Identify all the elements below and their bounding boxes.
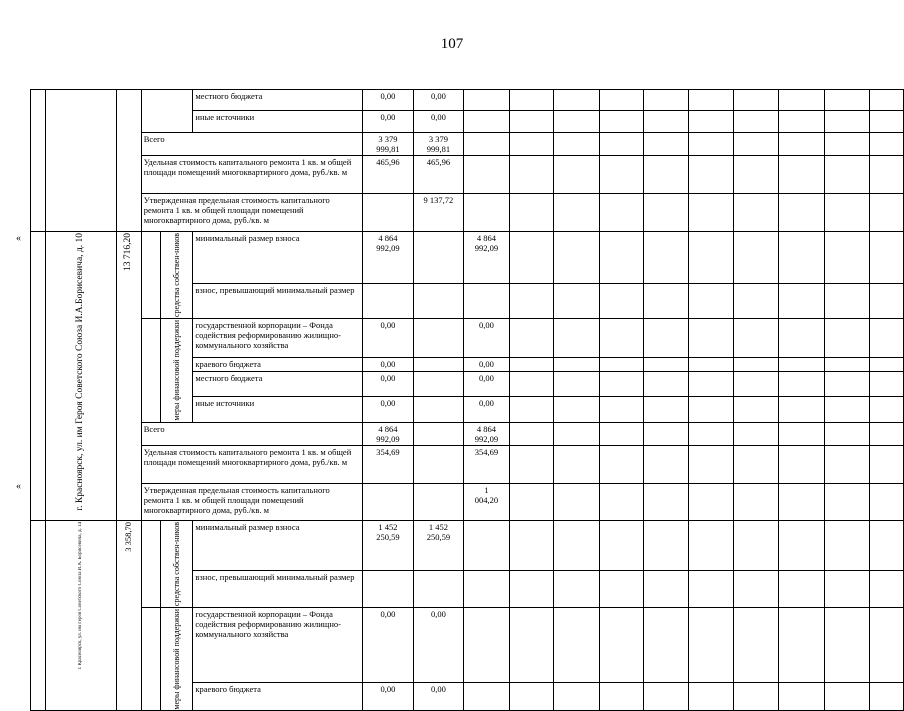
cell-value: 0,00 [363,319,414,358]
table-cell [553,483,599,520]
table-cell [553,571,599,607]
table-cell [31,90,46,232]
cell-value: 0,00 [464,397,510,422]
financing-table [30,89,904,711]
table-cell [509,133,553,156]
table-cell [553,422,599,445]
table-cell [464,111,510,133]
row-label: взнос, превышающий минимальный размер [193,283,363,318]
table-cell [689,357,734,371]
table-cell [869,445,903,483]
quote-mark: « [16,481,21,492]
table-cell [116,232,141,521]
cell-value: 0,00 [413,111,464,133]
table-cell [869,422,903,445]
cell-value: 1 452 250,59 [413,520,464,571]
table-row [31,445,904,483]
table-cell [734,683,779,711]
table-cell [869,156,903,194]
table-cell [509,283,553,318]
cell-value: 465,96 [413,156,464,194]
cell-value: 0,00 [363,397,414,422]
quote-mark: « [16,233,21,244]
table-cell [869,520,903,571]
table-cell [509,357,553,371]
cell-value [363,283,414,318]
table-cell [644,194,689,232]
table-cell [644,445,689,483]
table-cell [779,319,825,358]
table-cell [734,571,779,607]
table-cell [734,357,779,371]
table-cell [779,683,825,711]
cell-value: 4 864 992,09 [363,422,414,445]
table-cell [45,90,116,232]
table-cell [599,607,643,683]
table-cell [161,232,193,319]
table-cell [464,607,510,683]
table-cell [869,371,903,396]
table-cell [869,683,903,711]
table-cell [509,232,553,284]
table-cell [599,232,643,284]
row-label: иные источники [193,111,363,133]
table-cell [734,232,779,284]
table-cell [869,90,903,111]
cell-value: 3 379 999,81 [413,133,464,156]
table-cell [734,607,779,683]
cell-value: 0,00 [363,90,414,111]
row-label: местного бюджета [193,90,363,111]
table-cell [553,397,599,422]
cell-value: 354,69 [464,445,510,483]
table-cell [509,397,553,422]
table-cell [825,520,869,571]
cell-value: 0,00 [413,607,464,683]
table-cell [599,571,643,607]
table-cell [599,133,643,156]
cell-value: 0,00 [363,683,414,711]
table-row [31,156,904,194]
table-cell [779,571,825,607]
table-cell [644,371,689,396]
table-cell [644,520,689,571]
table-cell [509,445,553,483]
cell-value: 354,69 [363,445,414,483]
table-cell [509,90,553,111]
table-cell [509,371,553,396]
table-cell [779,156,825,194]
table-cell [779,483,825,520]
table-cell [464,133,510,156]
table-cell [644,319,689,358]
table-cell [509,483,553,520]
table-cell [553,371,599,396]
table-cell [509,194,553,232]
table-cell [464,90,510,111]
table-cell [644,156,689,194]
table-cell [734,445,779,483]
group-financial-support: меры финансовой поддержки [172,608,182,710]
cell-value: 0,00 [363,371,414,396]
table-cell [689,232,734,284]
table-cell [689,607,734,683]
table-cell [644,397,689,422]
table-cell [553,90,599,111]
table-cell [553,232,599,284]
table-cell [869,283,903,318]
table-cell [689,445,734,483]
row-label: краевого бюджета [193,357,363,371]
table-cell [779,283,825,318]
table-cell [161,520,193,607]
cell-value: 4 864 992,09 [363,232,414,284]
table-cell [553,683,599,711]
table-row [31,319,904,358]
table-cell [413,397,464,422]
table-cell [644,90,689,111]
table-cell [413,483,464,520]
table-cell [141,607,161,711]
table-cell [825,194,869,232]
building-address: г. Красноярск, ул. им Героя Советского Союза И.А.Борисевича, д. 10 [75,233,86,511]
table-cell [779,422,825,445]
table-cell [464,683,510,711]
group-owner-funds: средства собствен-ников [172,521,182,606]
table-cell [644,357,689,371]
row-label: Удельная стоимость капитального ремонта 1 кв. м общей площади помещений многоквартирного дома, руб./кв. м [141,156,362,194]
table-cell [413,371,464,396]
table-cell [825,371,869,396]
table-cell [644,422,689,445]
table-row [31,607,904,683]
cell-value: 1 004,20 [464,483,510,520]
table-cell [869,571,903,607]
table-cell [413,232,464,284]
row-label: Утвержденная предельная стоимость капитального ремонта 1 кв. м общей площади помещений многоквартирного дома, руб./кв. м [141,194,362,232]
table-cell [509,156,553,194]
table-cell [116,90,141,232]
table-cell [825,357,869,371]
table-cell [413,357,464,371]
building-area: 3 358,70 [123,521,134,552]
table-cell [734,397,779,422]
table-cell [644,133,689,156]
row-label: иные источники [193,397,363,422]
table-cell [553,156,599,194]
table-cell [464,571,510,607]
table-row [31,133,904,156]
table-cell [413,422,464,445]
table-cell [825,571,869,607]
page-number: 107 [440,36,464,52]
table-cell [599,445,643,483]
table-cell [734,422,779,445]
table-cell [689,520,734,571]
table-cell [413,283,464,318]
table-cell [599,156,643,194]
table-cell [509,319,553,358]
row-label: Всего [141,422,362,445]
table-cell [599,283,643,318]
table-cell [779,90,825,111]
table-cell [734,483,779,520]
table-cell [734,371,779,396]
table-cell [141,90,193,133]
group-owner-funds: средства собствен-ников [172,233,182,318]
table-cell [779,357,825,371]
table-cell [779,232,825,284]
table-cell [141,232,161,319]
table-cell [869,111,903,133]
table-cell [779,371,825,396]
table-cell [825,232,869,284]
table-cell [553,607,599,683]
table-cell [734,283,779,318]
cell-value [413,571,464,607]
table-cell [869,357,903,371]
table-cell [825,133,869,156]
table-row [31,483,904,520]
table-cell [734,111,779,133]
table-cell [509,571,553,607]
cell-value: 4 864 992,09 [464,422,510,445]
table-cell [599,371,643,396]
row-label: краевого бюджета [193,683,363,711]
table-cell [509,520,553,571]
cell-value: 9 137,72 [413,194,464,232]
table-cell [509,607,553,683]
table-cell [161,319,193,423]
table-cell [689,133,734,156]
table-cell [734,194,779,232]
cell-value [464,283,510,318]
cell-value [363,571,414,607]
table-cell [869,133,903,156]
table-cell [825,319,869,358]
cell-value: 0,00 [363,111,414,133]
table-cell [689,397,734,422]
table-cell [689,111,734,133]
cell-value: 3 379 999,81 [363,133,414,156]
table-row [31,422,904,445]
table-cell [825,445,869,483]
table-cell [599,357,643,371]
table-cell [599,90,643,111]
table-cell [779,133,825,156]
table-cell [734,133,779,156]
table-cell [779,111,825,133]
cell-value: 0,00 [464,357,510,371]
table-cell [553,520,599,571]
row-label: минимальный размер взноса [193,520,363,571]
table-cell [869,319,903,358]
table-cell [734,319,779,358]
table-cell [689,194,734,232]
table-cell [553,283,599,318]
row-label: государственной корпорации – Фонда содействия реформированию жилищно-коммунального хозяйства [193,607,363,683]
table-cell [509,422,553,445]
table-cell [869,194,903,232]
building-address: г. Красноярск, ул. им Героя Советского Союза И.А. Борисевича, д. 14 [77,521,83,670]
table-cell [413,319,464,358]
table-cell [869,607,903,683]
table-cell [689,283,734,318]
table-row [31,90,904,111]
table-cell [689,371,734,396]
cell-value: 4 864 992,09 [464,232,510,284]
table-cell [553,319,599,358]
table-cell [599,194,643,232]
cell-value: 1 452 250,59 [363,520,414,571]
table-cell [599,111,643,133]
table-cell [464,156,510,194]
table-cell [599,683,643,711]
table-cell [825,111,869,133]
table-cell [464,194,510,232]
table-cell [779,397,825,422]
table-cell [644,683,689,711]
group-financial-support: меры финансовой поддержки [172,320,182,421]
table-cell [141,319,161,423]
cell-value [363,483,414,520]
table-cell [644,111,689,133]
table-cell [644,607,689,683]
table-cell [734,520,779,571]
row-label: государственной корпорации – Фонда содействия реформированию жилищно-коммунального хозяйства [193,319,363,358]
table-cell [825,683,869,711]
cell-value: 0,00 [363,607,414,683]
table-cell [45,520,116,711]
table-cell [825,156,869,194]
row-label: местного бюджета [193,371,363,396]
table-cell [825,607,869,683]
table-cell [734,156,779,194]
cell-value: 0,00 [464,371,510,396]
table-cell [31,520,46,711]
table-cell [825,422,869,445]
table-cell [825,90,869,111]
row-label: взнос, превышающий минимальный размер [193,571,363,607]
table-cell [689,156,734,194]
table-cell [689,319,734,358]
table-row [31,232,904,284]
table-cell [689,90,734,111]
table-row [31,520,904,571]
table-cell [553,357,599,371]
table-cell [779,445,825,483]
cell-value: 0,00 [363,357,414,371]
table-cell [779,520,825,571]
table-cell [825,483,869,520]
row-label: минимальный размер взноса [193,232,363,284]
table-cell [644,232,689,284]
table-cell [644,283,689,318]
table-cell [31,232,46,521]
table-cell [689,571,734,607]
table-cell [779,607,825,683]
row-label: Всего [141,133,362,156]
table-cell [464,520,510,571]
table-cell [599,483,643,520]
table-cell [413,445,464,483]
table-cell [689,683,734,711]
row-label: Утвержденная предельная стоимость капитального ремонта 1 кв. м общей площади помещений многоквартирного дома, руб./кв. м [141,483,362,520]
table-cell [553,111,599,133]
table-cell [599,520,643,571]
table-cell [869,397,903,422]
table-cell [869,232,903,284]
table-cell [141,520,161,607]
cell-value [363,194,414,232]
table-cell [689,422,734,445]
table-row [31,194,904,232]
table-cell [644,571,689,607]
row-label: Удельная стоимость капитального ремонта 1 кв. м общей площади помещений многоквартирного дома, руб./кв. м [141,445,362,483]
table-cell [599,397,643,422]
table-cell [116,520,141,711]
cell-value: 0,00 [464,319,510,358]
cell-value: 0,00 [413,90,464,111]
table-cell [509,683,553,711]
cell-value: 0,00 [413,683,464,711]
table-cell [689,483,734,520]
table-cell [45,232,116,521]
table-cell [869,483,903,520]
table-cell [161,607,193,711]
table-cell [599,422,643,445]
table-cell [825,397,869,422]
table-cell [825,283,869,318]
table-cell [509,111,553,133]
table-cell [734,90,779,111]
table-cell [553,445,599,483]
cell-value: 465,96 [363,156,414,194]
building-area: 13 716,20 [123,233,134,271]
table-cell [779,194,825,232]
table-cell [599,319,643,358]
table-cell [644,483,689,520]
table-cell [553,133,599,156]
table-cell [553,194,599,232]
